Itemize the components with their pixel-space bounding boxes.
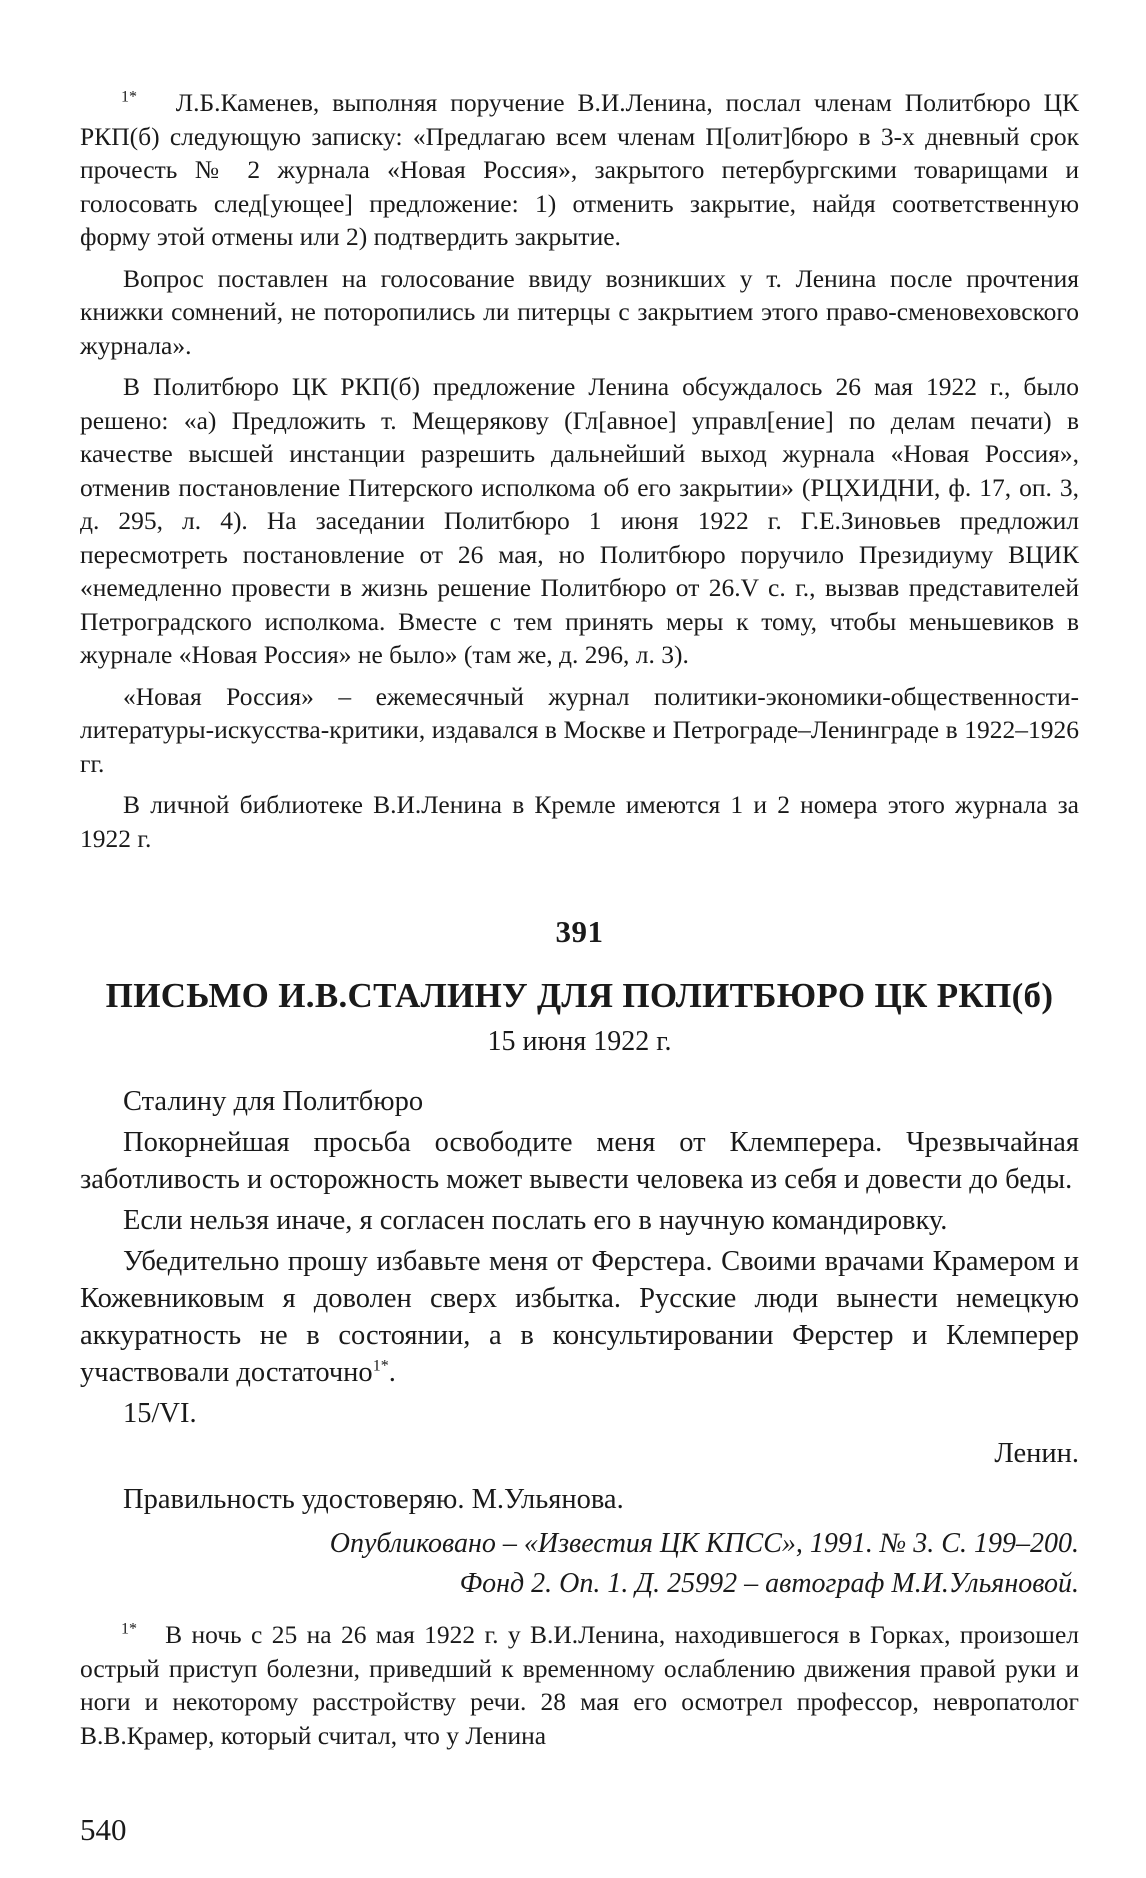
footnote-paragraph: «Новая Россия» – ежемесячный журнал политики-экономики-общественности-литературы-искусства-критики, издавался в Москве и Петрограде–Ленинграде в 1922–1926 гг.	[80, 681, 1079, 778]
footnote-marker: 1*	[372, 1357, 389, 1375]
letter-date: 15/VI.	[123, 1398, 197, 1429]
book-page	[80, 86, 1079, 1752]
letter-paragraph: Покорнейшая просьба освободите меня от Клемперера. Чрезвычайная заботливость и осторожность может вывести человека из себя и довести до беды.	[80, 1127, 1079, 1195]
letter-body	[80, 1083, 1079, 1432]
document-date: 15 июня 1922 г.	[487, 1026, 672, 1057]
footnote-paragraph: В Политбюро ЦК РКП(б) предложение Ленина обсуждалось 26 мая 1922 г., было решено: «а) Предложить т. Мещерякову (Гл[авное] управл[ение] по делам печати) в качестве высшей инстанции разрешить дальнейший выход журнала «Новая Россия», отменив постановление Питерского исполкома об его закрытии» (РЦХИДНИ, ф. 17, оп. 3, д. 295, л. 4). На заседании Политбюро 1 июня 1922 г. Г.Е.Зиновьев предложил пересмотреть постановление от 26 мая, но Политбюро поручило Президиуму ВЦИК «немедленно провести в жизнь решение Политбюро от 26.V с. г., вызвав представителей Петроградского исполкома. Вместе с тем принять меры к тому, чтобы меньшевиков в журнале «Новая Россия» не было» (там же, д. 296, л. 3).	[80, 372, 1079, 669]
document-number: 391	[555, 914, 604, 949]
source-published: Опубликовано – «Известия ЦК КПСС», 1991. № 3. С. 199–200.	[329, 1528, 1079, 1559]
footnote-paragraph: Вопрос поставлен на голосование ввиду возникших у т. Ленина после прочтения книжки сомнений, не поторопились ли питерцы с закрытием этого право-сменовеховского журнала».	[80, 263, 1079, 360]
attestation: Правильность удостоверяю. М.Ульянова.	[123, 1484, 624, 1515]
document-title: ПИСЬМО И.В.СТАЛИНУ ДЛЯ ПОЛИТБЮРО ЦК РКП(б)	[105, 976, 1054, 1015]
page-number: 540	[80, 1812, 127, 1847]
footnote-paragraph: В личной библиотеке В.И.Ленина в Кремле имеются 1 и 2 номера этого журнала за 1922 г.	[80, 790, 1079, 853]
footnote-paragraph: $^{1*}$ Л.Б.Каменев, выполняя поручение В.И.Ленина, послал членам Политбюро ЦК РКП(б) следующую записку: «Предлагаю всем членам П[олит]бюро в 3-х дневный срок прочесть № 2 журнала «Новая Россия», закрытого петербургскими товарищами и голосовать след[ующее] предложение: 1) отменить закрытие, найдя соответственную форму этой отмены или 2) подтвердить закрытие.	[80, 88, 1079, 251]
letter-addressee: Сталину для Политбюро	[123, 1086, 424, 1117]
footnote-marker: 1*	[121, 1620, 137, 1638]
footnote-marker: 1*	[121, 88, 137, 106]
letter-paragraph: Если нельзя иначе, я согласен послать его в научную командировку.	[123, 1205, 948, 1236]
bottom-footnote: $^{1*}$ В ночь с 25 на 26 мая 1922 г. у В.И.Ленина, находившегося в Горках, произошел острый приступ болезни, приведший к временному ослаблению движения правой руки и ноги и некоторому расстройству речи. 28 мая его осмотрел профессор, невропатолог В.В.Крамер, который считал, что у Ленина	[80, 1620, 1079, 1750]
signature: Ленин.	[994, 1438, 1079, 1469]
letter-paragraph: Убедительно прошу избавьте меня от Ферстера. Своими врачами Крамером и Кожевниковым я доволен сверх избытка. Русские люди вынести немецкую аккуратность не в состоянии, а в консультировании Ферстер и Клемперер участвовали достаточно$^{1*}$.	[80, 1246, 1079, 1388]
top-footnote	[80, 86, 1079, 855]
source-info	[80, 1524, 1079, 1604]
source-archive: Фонд 2. Оп. 1. Д. 25992 – автограф М.И.Ульяновой.	[459, 1568, 1079, 1599]
